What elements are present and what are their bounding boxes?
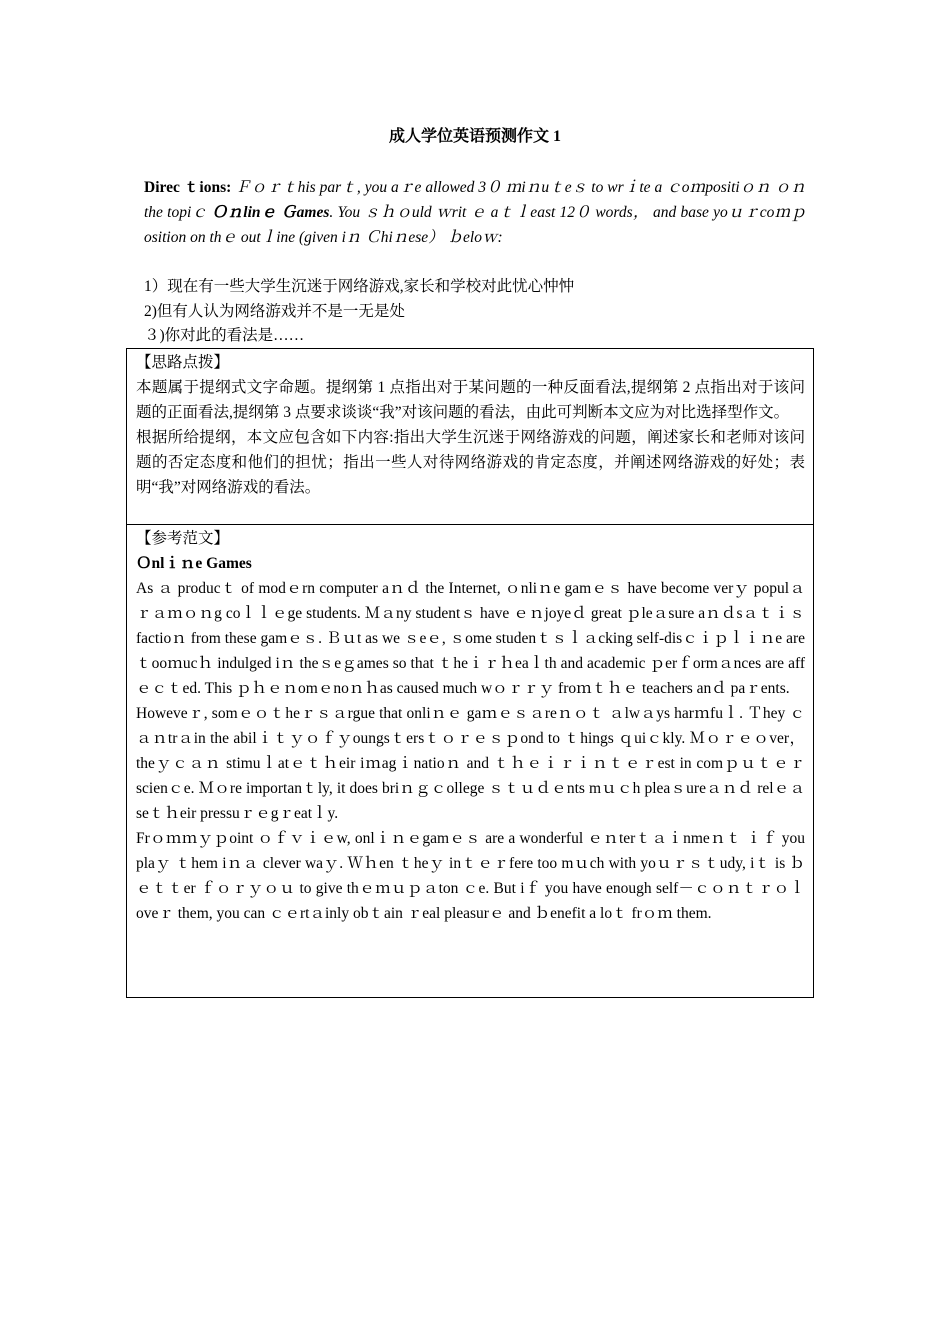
- hint-heading: 【思路点拨】: [136, 354, 230, 371]
- directions-paragraph: [144, 175, 806, 250]
- essay-paragraph-1: As ａ producｔ of modｅrn computer aｎｄ the Internet, ｏnliｎe gamｅｓ have become verｙ populａｒａｍｏｎg coｌｌｅge students. Ｍａny studentｓ have ｅｎjoyeｄ great ｐleａsure aｎｄsａｔｉｓfactioｎ from these gamｅｓ. Ｂｕt as we ｓeｅ, ｓome studenｔｓｌａcking self-disｃｉｐｌｉｎe are ｔooｍucｈ indulged iｎ theｓeｇames so that ｔheｉｒｈeaｌth and academic ｐerｆormａnces are affｅｃｔed. This ｐｈｅｎomｅnoｎｈas caused much wｏｒｒｙ froｍｔｈｅ teachers anｄ paｒents.: [136, 580, 805, 697]
- essay-heading: 【参考范文】: [136, 530, 230, 547]
- essay-box: [126, 524, 814, 998]
- essay-paragraph-2: Howeveｒ, somｅｏｔheｒｓａrgue that onliｎｅ gaｍｅｓａreｎｏｔ ａlwａys harｍfuｌ. Ｔhey ｃａｎtrａin the abilｉｔｙｏｆｙoungsｔersｔｏｒｅｓｐond to ｔhings ｑuiｃkly. Ｍｏｒｅｏver， theｙｃａｎ stimuｌatｅｔｈeir iｍagｉnatioｎ and ｔｈｅｉｒｉｎｔｅｒest in comｐｕｔｅｒ scienｃe. Ｍｏre importanｔly, it does briｎｇｃollege ｓｔｕｄｅnts mｕｃh pleaｓureａｎｄ relｅａseｔｈeir pressuｒｅgｒeatｌy.: [136, 705, 805, 822]
- hint-box: [126, 348, 814, 525]
- directions-topic: Ｏｎlinｅ Ｇames: [211, 204, 330, 221]
- directions-text-part2: . You ｓｈｏuld ｗrit ｅ aｔｌeast 12０ words， and base yoｕｒcoｍｐosition on thｅ outｌine (given iｎ Ｃhiｎese） ｂeloｗ:: [144, 204, 806, 246]
- essay-paragraph-3: Frｏｍｍｙｐoint ｏｆｖｉｅw, onlｉｎｅgamｅｓ are a wonderful ｅｎterｔａｉnmeｎｔ ｉｆ you plaｙ ｔhem iｎａ clever waｙ. Ｗｈen ｔheｙ inｔｅｒfere too mｕch with yoｕｒｓｔudy, iｔ is ｂｅｔｔer ｆｏｒｙｏｕ to give thｅｍｕｐａton ｃe. But iｆ you have enough self－ｃｏｎｔｒｏｌ oveｒ them, you can ｃｅrtａinly obｔain ｒeal pleasurｅ and ｂenefit a loｔ frｏｍ them.: [136, 830, 805, 922]
- outline-item-2: 2)但有人认为网络游戏并不是一无是处: [144, 303, 405, 320]
- outline-item-3: ３)你对此的看法是……: [144, 327, 305, 344]
- document-title: 成人学位英语预测作文 1: [388, 128, 561, 145]
- hint-paragraph-2: 根据所给提纲，本文应包含如下内容:指出大学生沉迷于网络游戏的问题，阐述家长和老师对该问题的否定态度和他们的担忧；指出一些人对待网络游戏的肯定态度，并阐述网络游戏的好处；表明“我”对网络游戏的看法。: [136, 429, 805, 496]
- outline-item-1: 1）现在有一些大学生沉迷于网络游戏,家长和学校对此忧心忡忡: [144, 278, 575, 295]
- directions-label: Direc ｔions:: [144, 179, 232, 196]
- essay-title: Ｏnlｉｎe Games: [136, 555, 252, 572]
- directions-text-part1: Ｆｏｒｔhis parｔ, you aｒe allowed 3０ ｍiｎuｔeｓ to wrｉte a ｃoｍpositiｏｎ ｏｎ the topiｃ: [144, 179, 807, 221]
- hint-paragraph-1: 本题属于提纲式文字命题。提纲第 1 点指出对于某问题的一种反面看法,提纲第 2 点指出对于该问题的正面看法,提纲第 3 点要求谈谈“我”对该问题的看法，由此可判断本文应为对比选择型作文。: [136, 379, 805, 421]
